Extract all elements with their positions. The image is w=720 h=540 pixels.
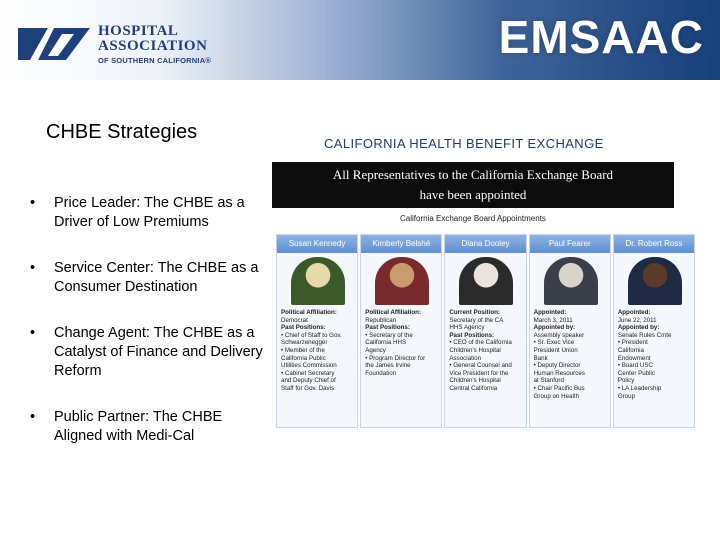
member-bio-line: • Deputy Director	[533, 362, 581, 370]
member-bio-line: March 3, 2011	[533, 316, 573, 324]
bullet-item	[28, 324, 268, 381]
member-card	[360, 234, 442, 428]
member-name: Paul Fearer	[530, 235, 610, 253]
banner-line-1: All Representatives to the California Exchange Board	[332, 167, 614, 182]
member-bio-line: • LA Leadership	[617, 384, 662, 392]
member-bio-line: Schwarzenegger	[281, 339, 328, 347]
hospital-association-logo	[18, 18, 218, 68]
member-bio-line: Appointed by:	[617, 324, 660, 332]
bullet-item	[28, 194, 268, 232]
member-name: Dr. Robert Ross	[614, 235, 694, 253]
member-bio-line: Association	[449, 354, 482, 362]
member-bio	[281, 309, 354, 393]
member-name: Susan Kennedy	[277, 235, 357, 253]
board-appointments-label: California Exchange Board Appointments	[400, 214, 546, 223]
member-bio-line: • CEO of the California	[449, 339, 512, 347]
member-bio-line: Center Public	[617, 369, 655, 377]
member-bio	[534, 309, 607, 400]
member-bio-line: Children's Hospital	[449, 346, 501, 354]
member-bio-line: Human Resources	[533, 369, 585, 377]
member-bio-line: Assembly speaker	[533, 331, 585, 339]
member-photo	[459, 257, 513, 305]
member-cards	[276, 234, 695, 428]
member-bio-line: Political Affiliation:	[281, 309, 337, 316]
member-bio-line: Endowment	[617, 354, 651, 362]
member-bio-line: • Sr. Exec Vice	[533, 339, 575, 347]
member-bio	[618, 309, 691, 400]
member-bio-line: at Stanford	[533, 377, 564, 385]
member-bio-line: and Deputy Chief of	[281, 377, 336, 385]
member-bio-line: Appointed by:	[533, 324, 576, 332]
member-bio-line: Appointed:	[617, 309, 651, 316]
member-bio	[365, 309, 438, 377]
member-card	[444, 234, 526, 428]
member-bio-line: Policy	[617, 377, 635, 385]
member-bio-line: Current Position:	[449, 309, 500, 316]
member-bio-line: Group on Health	[533, 392, 580, 400]
member-photo	[628, 257, 682, 305]
member-bio-line: • Chair Pacific Bus	[533, 384, 585, 392]
header-bar	[0, 0, 720, 80]
member-bio-line: Group	[617, 392, 636, 400]
logo-line-region: OF SOUTHERN CALIFORNIA®	[98, 56, 212, 65]
member-bio-line: June 22, 2011	[617, 316, 657, 324]
member-bio-line: Senate Rules Cmte	[617, 331, 672, 339]
member-bio-line: the James Irvine	[365, 362, 411, 370]
member-bio-line: Past Positions:	[365, 324, 410, 332]
bullet-text: Service Center: The CHBE as a Consumer Destination	[54, 260, 259, 295]
member-bio-line: • Chief of Staff to Gov.	[281, 331, 342, 339]
member-bio-line: Republican	[365, 316, 397, 324]
bullet-text: Price Leader: The CHBE as a Driver of Low Premiums	[54, 195, 245, 230]
member-bio-line: Central California	[449, 384, 498, 392]
member-bio-line: • Board USC	[617, 362, 653, 370]
member-bio-line: • Cabinet Secretary	[281, 369, 335, 377]
member-bio-line: Political Affiliation:	[365, 309, 422, 316]
appointment-banner	[272, 162, 674, 208]
bullet-text: Public Partner: The CHBE Aligned with Medi-Cal	[54, 409, 223, 444]
member-bio-line: Past Positions:	[449, 331, 495, 339]
member-photo	[375, 257, 429, 305]
member-bio-line: Bank	[533, 354, 548, 362]
member-name: Kimberly Belshé	[361, 235, 441, 253]
member-bio-line: Vice President for the	[449, 369, 509, 377]
member-bio-line: • General Counsel and	[449, 362, 512, 370]
member-bio-line: • Secretary of the	[365, 331, 413, 339]
bullet-text: Change Agent: The CHBE as a Catalyst of Finance and Delivery Reform	[54, 325, 263, 379]
bullet-dot: •	[30, 325, 36, 341]
bullet-dot: •	[30, 409, 36, 425]
member-bio-line: • Program Director for	[365, 354, 426, 362]
member-bio-line: California	[617, 346, 644, 354]
logo-line-association: ASSOCIATION	[98, 38, 208, 54]
member-bio-line: HHS Agency	[449, 324, 485, 332]
member-bio-line: Agency	[365, 346, 386, 354]
member-bio-line: California HHS	[365, 339, 407, 347]
member-card	[613, 234, 695, 428]
member-bio-line: President Union	[533, 346, 578, 354]
exchange-board-figure	[272, 130, 697, 430]
bullet-item	[28, 259, 268, 297]
bullet-dot: •	[30, 260, 36, 276]
bullet-dot: •	[30, 195, 36, 211]
member-bio	[449, 309, 522, 393]
banner-line-2: have been appointed	[419, 187, 527, 202]
bullet-list	[28, 194, 268, 473]
member-name: Diana Dooley	[445, 235, 525, 253]
member-photo	[544, 257, 598, 305]
brand-title: EMSAAC	[498, 11, 704, 63]
member-bio-line: California Public	[281, 354, 326, 362]
bullet-item	[28, 408, 268, 446]
logo-line-hospital: HOSPITAL	[98, 23, 179, 39]
member-bio-line: Appointed:	[533, 309, 567, 316]
road-stripes-icon	[18, 22, 92, 62]
logo-text	[98, 24, 211, 65]
member-bio-line: Democrat	[281, 316, 308, 324]
member-card	[529, 234, 611, 428]
member-bio-line: Past Positions:	[281, 324, 326, 332]
figure-title: CALIFORNIA HEALTH BENEFIT EXCHANGE	[324, 136, 604, 151]
member-bio-line: Foundation	[365, 369, 397, 377]
slide-title: CHBE Strategies	[46, 121, 198, 143]
member-card	[276, 234, 358, 428]
member-bio-line: • President	[617, 339, 648, 347]
member-bio-line: Staff for Gov. Davis	[281, 384, 335, 392]
member-bio-line: Utilities Commission	[281, 362, 337, 370]
member-bio-line: Children's Hospital	[449, 377, 501, 385]
member-bio-line: • Member of the	[281, 346, 325, 354]
member-photo	[291, 257, 345, 305]
member-bio-line: Secretary of the CA	[449, 316, 504, 324]
